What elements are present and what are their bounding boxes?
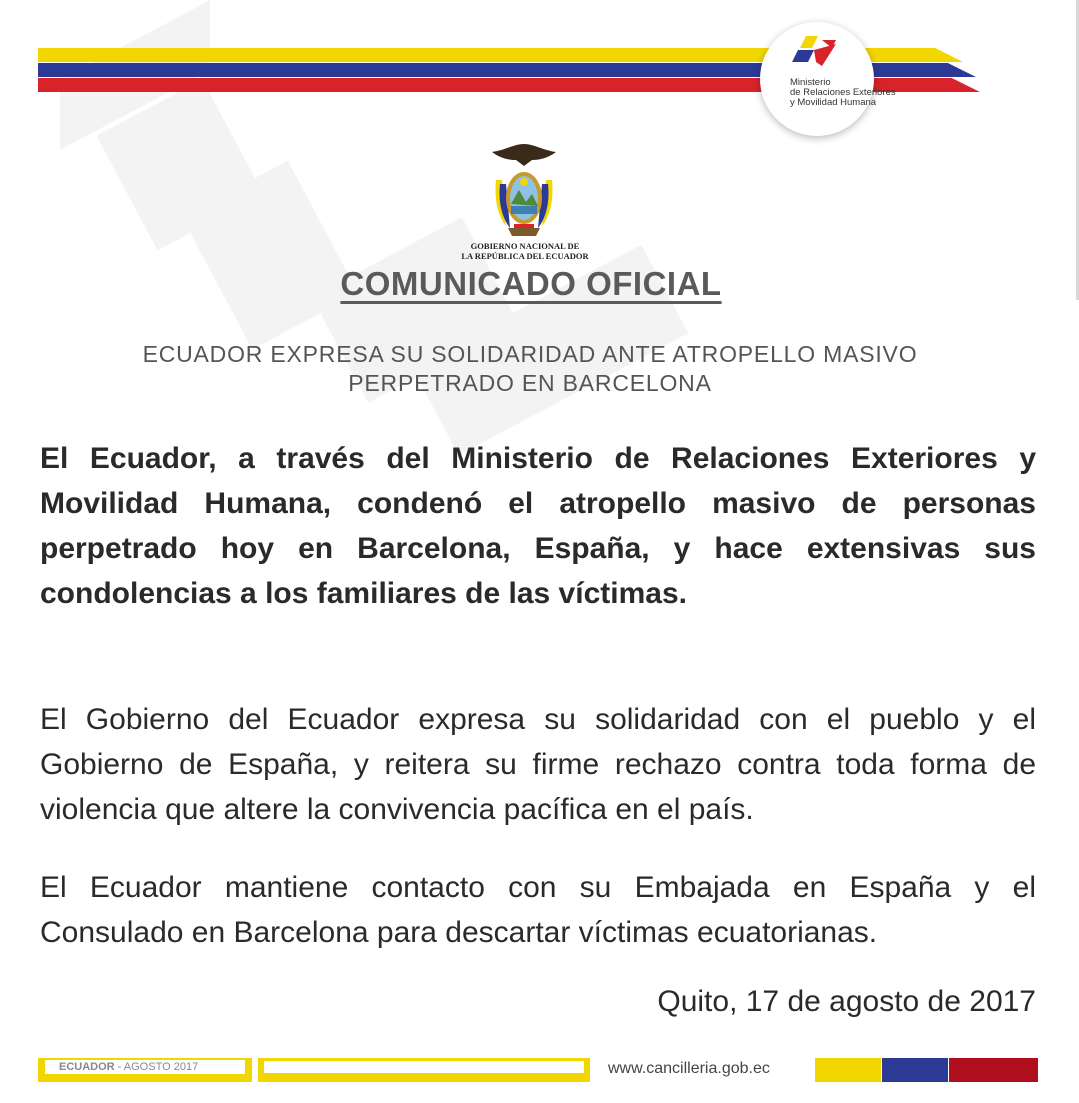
body-paragraph: El Ecuador mantiene contacto con su Embajada en España y el Consulado en Barcelona para descartar víctimas ecuatorianas. bbox=[40, 871, 1036, 949]
document-title-text: COMUNICADO OFICIAL bbox=[340, 265, 722, 302]
subtitle-line: ECUADOR EXPRESA SU SOLIDARIDAD ANTE ATROPELLO MASIVO bbox=[142, 341, 918, 367]
footer-label bbox=[45, 1060, 245, 1074]
subtitle-line: PERPETRADO EN BARCELONA bbox=[348, 370, 712, 396]
government-caption-line: LA REPÚBLICA DEL ECUADOR bbox=[461, 251, 589, 261]
coat-of-arms-icon bbox=[484, 140, 564, 240]
government-caption bbox=[440, 241, 610, 261]
footer-url: www.cancilleria.gob.ec bbox=[608, 1060, 770, 1077]
ministry-badge bbox=[760, 22, 896, 136]
ministry-name-line: y Movilidad Humana bbox=[790, 97, 877, 108]
footer-label-rest: - AGOSTO 2017 bbox=[114, 1061, 199, 1073]
ministry-name-line: de Relaciones Exteriores bbox=[790, 87, 896, 98]
ministry-logo-icon bbox=[792, 36, 836, 76]
document-subtitle bbox=[60, 340, 1000, 398]
footer-bar-red bbox=[949, 1058, 1038, 1082]
date-line: Quito, 17 de agosto de 2017 bbox=[657, 985, 1036, 1018]
footer-bar-blue bbox=[882, 1058, 948, 1082]
government-caption-line: GOBIERNO NACIONAL DE bbox=[470, 241, 580, 251]
ministry-name-line: Ministerio bbox=[790, 77, 831, 88]
document-title bbox=[0, 265, 1062, 303]
lead-paragraph: El Ecuador, a través del Ministerio de Relaciones Exteriores y Movilidad Humana, condenó el atropello masivo de personas perpetrado hoy en Barcelona, España, y hace extensivas sus condolencias a los familiares de las víctimas. bbox=[40, 442, 1036, 610]
body-paragraph: El Gobierno del Ecuador expresa su solidaridad con el pueblo y el Gobierno de España, y reitera su firme rechazo contra toda forma de violencia que altere la convivencia pacífica en el país. bbox=[40, 703, 1036, 826]
footer-yellow-band bbox=[258, 1058, 590, 1082]
footer-bar-yellow bbox=[815, 1058, 881, 1082]
ministry-name bbox=[766, 77, 896, 108]
footer-label-main: ECUADOR bbox=[59, 1061, 115, 1073]
